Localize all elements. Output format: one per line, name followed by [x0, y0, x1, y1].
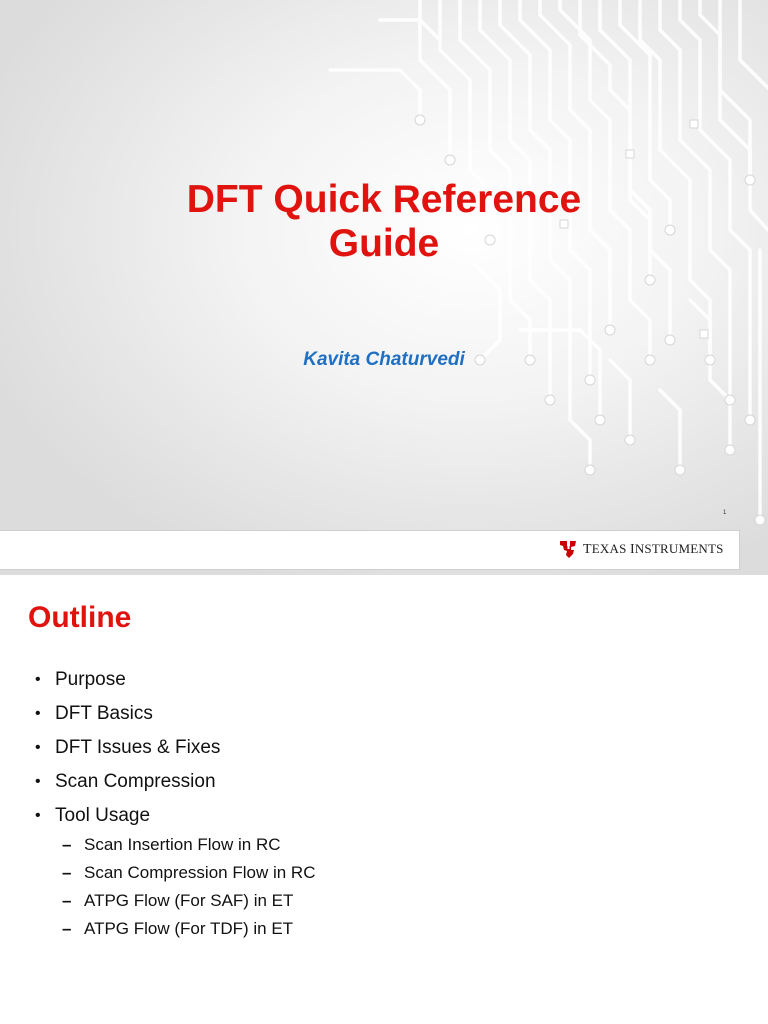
ti-wordmark: TEXAS INSTRUMENTS	[583, 540, 724, 557]
bullet-icon: •	[35, 705, 41, 722]
outline-slide	[0, 575, 768, 1024]
dash-icon: –	[62, 919, 72, 938]
texas-instruments-logo	[558, 538, 724, 560]
sub-bullet-item: – ATPG Flow (For TDF) in ET	[62, 919, 294, 938]
bullet-icon: •	[35, 773, 41, 790]
title-line-2: Guide	[328, 222, 440, 265]
bullet-icon: •	[35, 739, 41, 756]
bullet-icon: •	[35, 807, 41, 824]
sub-bullet-item: – Scan Insertion Flow in RC	[62, 835, 281, 854]
bullet-list	[35, 669, 220, 839]
sub-bullet-list	[62, 834, 315, 946]
bullet-item: • Tool Usage	[35, 805, 151, 826]
title-line-1: DFT Quick Reference	[186, 178, 582, 221]
outline-heading: Outline	[28, 601, 132, 634]
author-name: Kavita Chaturvedi	[303, 349, 465, 370]
bullet-item: • Purpose	[35, 669, 126, 690]
dash-icon: –	[62, 835, 72, 854]
bullet-item: • Scan Compression	[35, 771, 216, 792]
bullet-item: • DFT Issues & Fixes	[35, 737, 221, 758]
ti-logo-icon	[558, 538, 578, 560]
page-number: 1	[723, 510, 727, 516]
dash-icon: –	[62, 891, 72, 910]
sub-bullet-item: – Scan Compression Flow in RC	[62, 863, 316, 882]
dash-icon: –	[62, 863, 72, 882]
bullet-icon: •	[35, 671, 41, 688]
sub-bullet-item: – ATPG Flow (For SAF) in ET	[62, 891, 294, 910]
slide-title	[84, 178, 684, 266]
bullet-item: • DFT Basics	[35, 703, 153, 724]
